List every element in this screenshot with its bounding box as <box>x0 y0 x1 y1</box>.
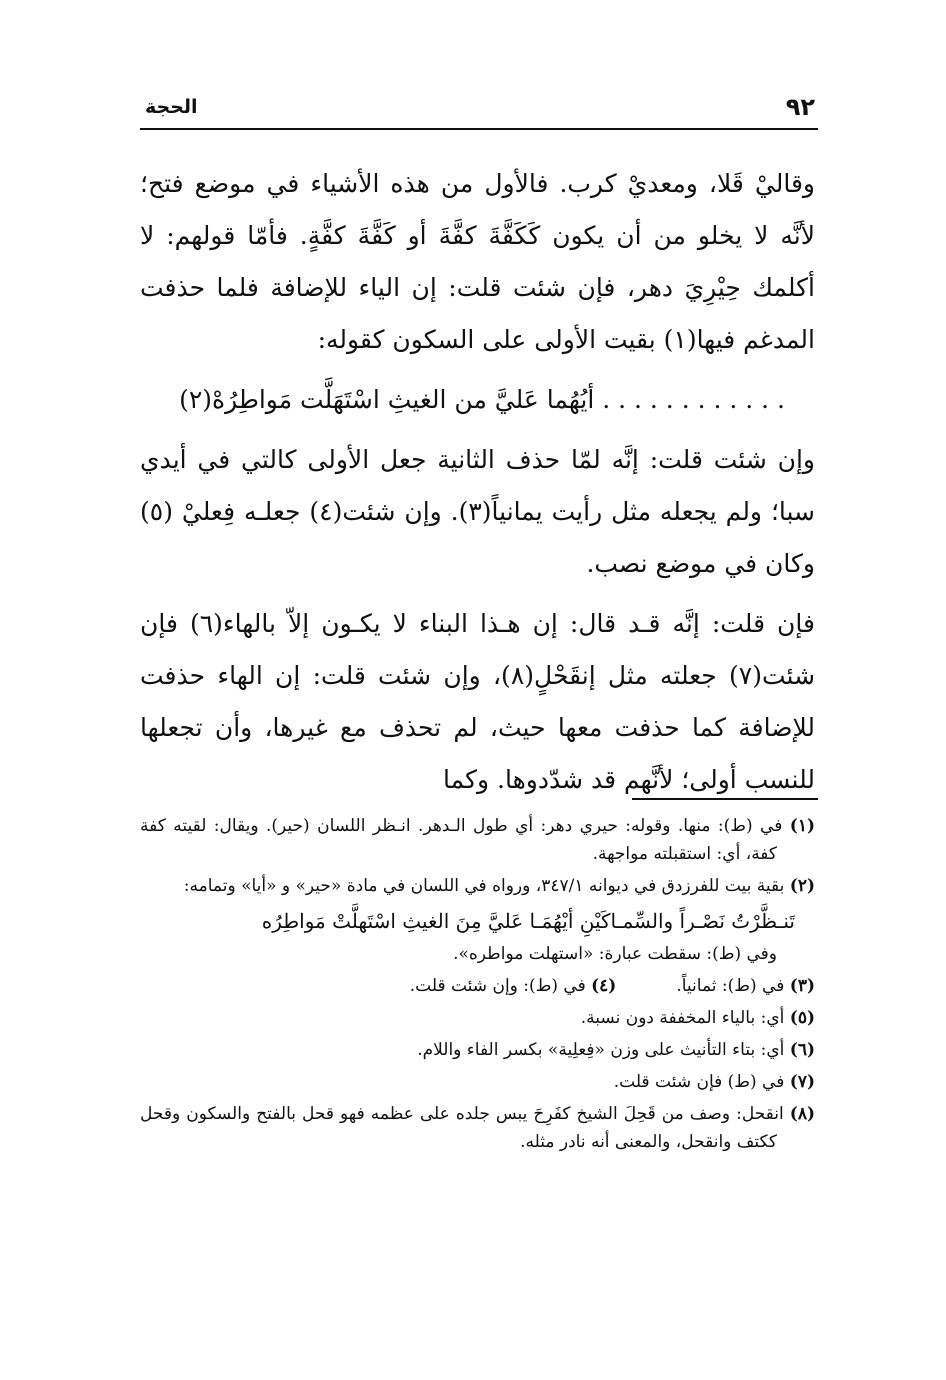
paragraph: فإن قلت: إنَّه قـد قال: إن هـذا البناء لا يكـون إلاّ بالهاء(٦) فإن شئت(٧) جعلته مثل إنقَحْلٍ(٨)، وإن شئت قلت: إن الهاء حذفت للإضافة كما حذفت معها حيث، لم تحذف مع غيرها، وأن تجعلها للنسب أولى؛ لأنَّهم قد شدّدوها. وكما <box>140 609 816 794</box>
footnote-text: بقية بيت للفرزدق في ديوانه ٣٤٧/١، ورواه في اللسان في مادة «حير» و «أيا» وتمامه: <box>183 876 785 896</box>
footnote-2 <box>140 872 815 900</box>
paragraph: وإن شئت قلت: إنَّه لمّا حذف الثانية جعل الأولى كالتي في أيدي سبا؛ ولم يجعله مثل رأيت يمانياً(٣). وإن شئت(٤) جعلـه فِعليْ (٥) وكان في موضع نصب. <box>140 445 815 578</box>
footnotes <box>140 812 815 1160</box>
footnote-6 <box>140 1036 815 1064</box>
footnote-verse: تَنـظَّرْتُ نَصْـراً والسِّمـاكَيْنِ أيْهُمَـا عَليَّ مِنَ الغيثِ اسْتَهلَّتْ مَواطِرُه <box>261 909 795 933</box>
verse-line: . . . . . . . . . . . . أيُهُما عَليَّ من الغيثِ اسْتَهَلَّت مَواطِرُهْ(٢) <box>179 385 785 414</box>
footnote-number: (٨) <box>789 1104 816 1124</box>
header-divider <box>140 128 818 130</box>
page-header <box>145 92 815 122</box>
footnote-divider <box>632 798 818 800</box>
footnote-text: في (ط): ثمانياً. <box>676 976 785 996</box>
footnote-5 <box>140 1004 815 1032</box>
footnote-3 <box>676 972 815 1000</box>
footnote-number: (١) <box>789 816 815 836</box>
running-title: الحجة <box>145 96 198 118</box>
footnote-number: (٥) <box>789 1008 815 1028</box>
footnote-number: (٣) <box>789 976 815 996</box>
footnote-number: (٢) <box>789 876 815 896</box>
footnote-text: أي: بالياء المخففة دون نسبة. <box>580 1008 785 1028</box>
page-number: ٩٢ <box>785 93 815 121</box>
footnote-8 <box>140 1100 815 1156</box>
footnote-2-note: وفي (ط): سقطت عبارة: «استهلت مواطره». <box>453 944 777 964</box>
footnote-text: في (ط): وإن شئت قلت. <box>409 976 586 996</box>
footnote-number: (٦) <box>789 1040 815 1060</box>
footnote-1 <box>140 812 815 868</box>
footnote-text: في (ط): منها. وقوله: حيري دهر: أي طول الـدهر. انـظر اللسان (حير). ويقال: لقيته كفة كفة، أي: استقبلته مواجهة. <box>140 816 783 864</box>
footnote-pair <box>140 972 815 1000</box>
footnote-number: (٧) <box>789 1072 815 1092</box>
footnote-number: (٤) <box>591 976 617 996</box>
paragraph: وقاليْ قَلا، ومعديْ كرب. فالأول من هذه الأشياء في موضع فتح؛ لأنَّه لا يخلو من أن يكون كَكَفَّةَ كفَّةَ أو كَفَّةَ كفَّةٍ. فأمّا قولهم: لا أكلمك حِيْرِيَ دهر، فإن شئت قلت: إن الياء للإضافة فلما حذفت المدغم فيها(١) بقيت الأولى على السكون كقوله: <box>140 169 815 354</box>
footnote-text: في (ط) فإن شئت قلت. <box>613 1072 785 1092</box>
footnote-text: أي: بتاء التأنيث على وزن «فِعلِية» بكسر الفاء واللام. <box>417 1040 785 1060</box>
footnote-text: انقحل: وصف من قَحِلَ الشيخ كفَرِحَ يبس جلده على عظمه فهو قحل بالفتح والسكون وقحل ككتف وانقحل، والمعنى أنه نادر مثله. <box>140 1104 784 1152</box>
footnote-7 <box>140 1068 815 1096</box>
footnote-4 <box>410 972 617 1000</box>
main-text <box>140 158 815 806</box>
